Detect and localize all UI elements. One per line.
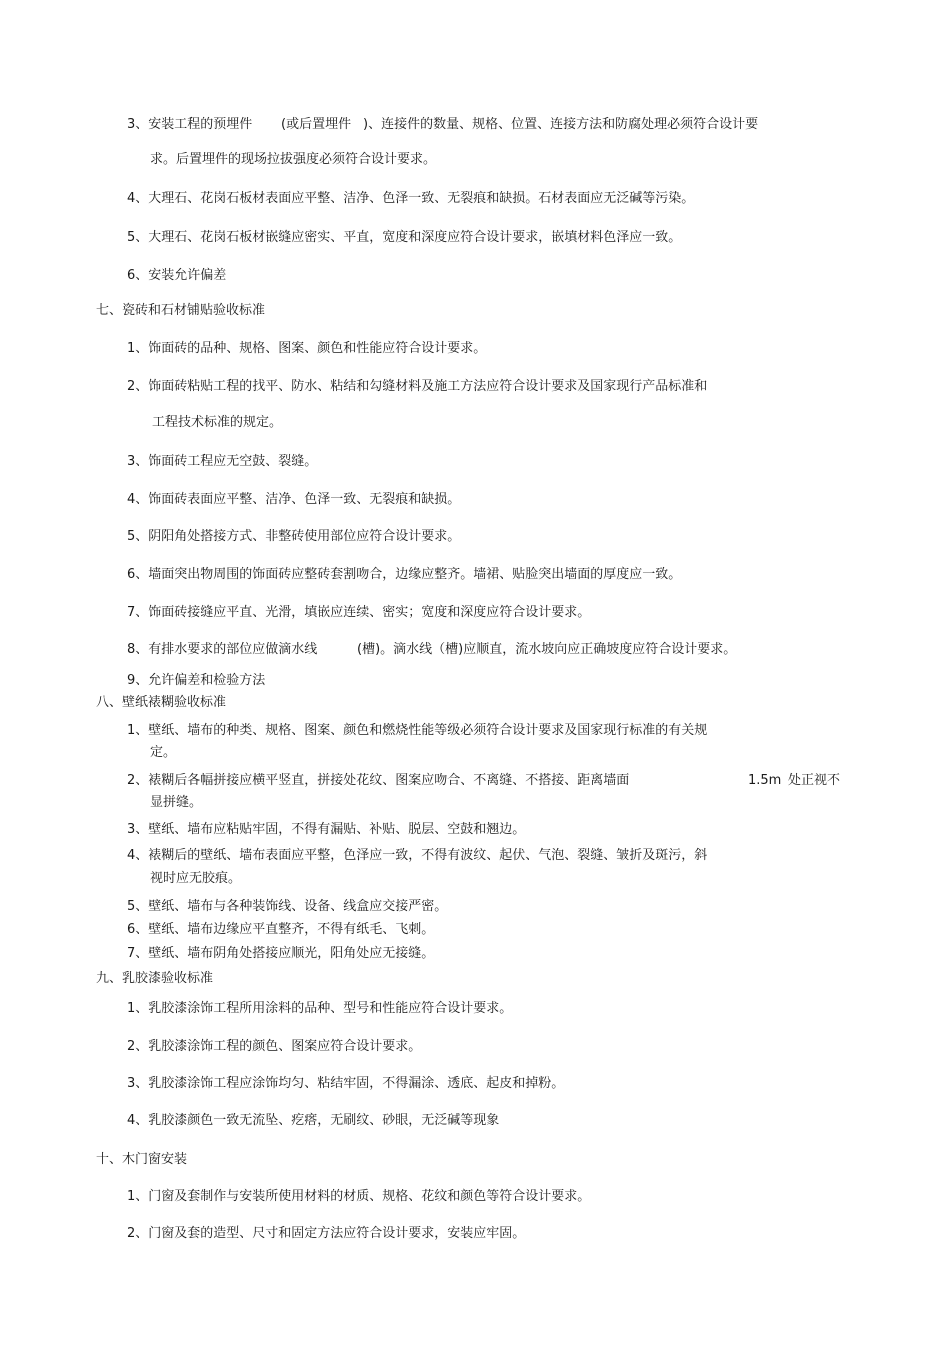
s7-heading: 七、瓷砖和石材铺贴验收标准	[96, 303, 266, 318]
s8-item-2-cont: 显拼缝。	[150, 795, 203, 810]
s8-item-2-part2: 1.5m	[748, 773, 782, 788]
s9-item-4: 4、乳胶漆颜色一致无流坠、疙瘩，无刷纹、砂眼，无泛碱等现象	[127, 1113, 500, 1128]
s7-item-7: 7、饰面砖接缝应平直、光滑，填嵌应连续、密实；宽度和深度应符合设计要求。	[127, 605, 591, 620]
s7-item-8-part2: (槽)。滴水线（槽)应顺直，流水坡向应正确坡度应符合设计要求。	[357, 642, 737, 657]
s6-item-3-part1: 3、安装工程的预埋件	[127, 117, 253, 132]
s6-item-5: 5、大理石、花岗石板材嵌缝应密实、平直，宽度和深度应符合设计要求，嵌填材料色泽应一致。	[127, 230, 682, 245]
s9-item-2: 2、乳胶漆涂饰工程的颜色、图案应符合设计要求。	[127, 1039, 422, 1054]
s8-item-4: 4、裱糊后的壁纸、墙布表面应平整，色泽应一致，不得有波纹、起伏、气泡、裂缝、皱折及斑污，斜	[127, 848, 708, 863]
s7-item-2: 2、饰面砖粘贴工程的找平、防水、粘结和勾缝材料及施工方法应符合设计要求及国家现行产品标准和	[127, 379, 708, 394]
s7-item-5: 5、阴阳角处搭接方式、非整砖使用部位应符合设计要求。	[127, 529, 461, 544]
s8-item-1: 1、壁纸、墙布的种类、规格、图案、颜色和燃烧性能等级必须符合设计要求及国家现行标准的有关规	[127, 723, 708, 738]
s6-item-3-cont: 求。后置埋件的现场拉拔强度必须符合设计要求。	[150, 152, 437, 167]
s9-heading: 九、乳胶漆验收标准	[96, 971, 214, 986]
s8-item-7: 7、壁纸、墙布阴角处搭接应顺光，阳角处应无接缝。	[127, 946, 435, 961]
s7-item-6: 6、墙面突出物周围的饰面砖应整砖套割吻合，边缘应整齐。墙裙、贴脸突出墙面的厚度应一致。	[127, 567, 682, 582]
s7-item-2-cont: 工程技术标准的规定。	[152, 415, 283, 430]
s8-item-6: 6、壁纸、墙布边缘应平直整齐，不得有纸毛、飞刺。	[127, 922, 435, 937]
s8-heading: 八、壁纸裱糊验收标准	[96, 695, 227, 710]
s10-item-1: 1、门窗及套制作与安装所使用材料的材质、规格、花纹和颜色等符合设计要求。	[127, 1189, 591, 1204]
s8-item-1-cont: 定。	[150, 745, 177, 760]
s6-item-4: 4、大理石、花岗石板材表面应平整、洁净、色泽一致、无裂痕和缺损。石材表面应无泛碱等污染。	[127, 191, 695, 206]
s6-item-3-part2: (或后置埋件	[281, 117, 352, 132]
s8-item-3: 3、壁纸、墙布应粘贴牢固，不得有漏贴、补贴、脱层、空鼓和翘边。	[127, 822, 526, 837]
s7-item-9: 9、允许偏差和检验方法	[127, 673, 266, 688]
s10-item-2: 2、门窗及套的造型、尺寸和固定方法应符合设计要求，安装应牢固。	[127, 1226, 526, 1241]
s9-item-1: 1、乳胶漆涂饰工程所用涂料的品种、型号和性能应符合设计要求。	[127, 1001, 513, 1016]
s7-item-4: 4、饰面砖表面应平整、洁净、色泽一致、无裂痕和缺损。	[127, 492, 461, 507]
s7-item-1: 1、饰面砖的品种、规格、图案、颜色和性能应符合设计要求。	[127, 341, 487, 356]
s8-item-4-cont: 视时应无胶痕。	[150, 871, 242, 886]
s8-item-2-part1: 2、裱糊后各幅拼接应横平竖直，拼接处花纹、图案应吻合、不离缝、不搭接、距离墙面	[127, 773, 630, 788]
s9-item-3: 3、乳胶漆涂饰工程应涂饰均匀、粘结牢固，不得漏涂、透底、起皮和掉粉。	[127, 1076, 565, 1091]
s6-item-3-part3: )、连接件的数量、规格、位置、连接方法和防腐处理必须符合设计要	[363, 117, 759, 132]
s6-item-6: 6、安装允许偏差	[127, 268, 227, 283]
s7-item-3: 3、饰面砖工程应无空鼓、裂缝。	[127, 454, 318, 469]
s10-heading: 十、木门窗安装	[96, 1152, 188, 1167]
s8-item-2-part3: 处正视不	[788, 773, 841, 788]
s7-item-8-part1: 8、有排水要求的部位应做滴水线	[127, 642, 318, 657]
s8-item-5: 5、壁纸、墙布与各种装饰线、设备、线盒应交接严密。	[127, 899, 448, 914]
